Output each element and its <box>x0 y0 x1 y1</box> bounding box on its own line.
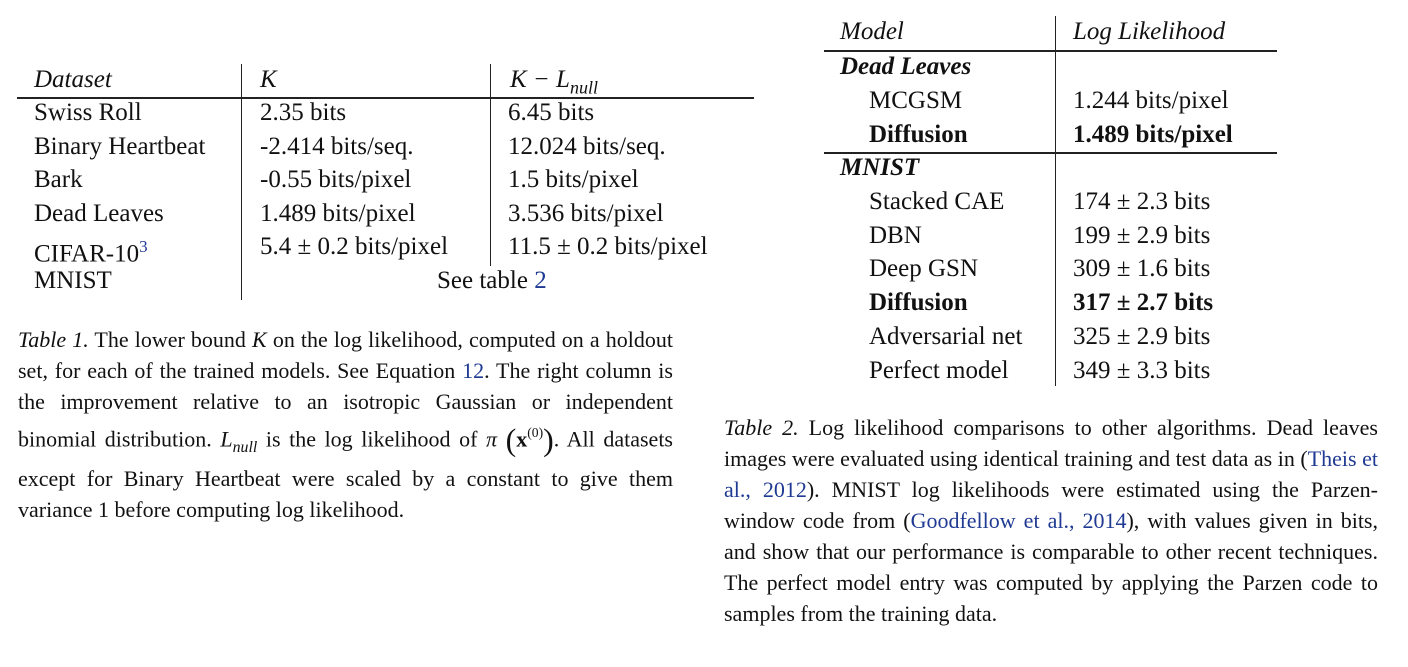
table2-cell-model: Stacked CAE <box>869 188 1005 215</box>
caption-text: Log likelihood comparisons to other algorithms. Dead leaves images were evaluated using identical training and test data as in ( <box>724 415 1378 471</box>
table1-cell-k-minus-lnull: 6.45 bits <box>508 99 595 126</box>
table1-header-dataset: Dataset <box>34 66 112 93</box>
table1-header-k-minus-lnull <box>510 66 598 101</box>
table2-caption-label: Table 2. <box>724 415 799 440</box>
table2-cell-log-likelihood: 349 ± 3.3 bits <box>1073 357 1211 384</box>
caption-text: ). MNIST log likelihoods were estimated using the Parzen-window code from ( <box>724 477 1379 533</box>
table1-cell-dataset-mnist: MNIST <box>34 267 112 294</box>
table2-cell-log-likelihood: 317 ± 2.7 bits <box>1073 289 1214 316</box>
table1-cell-k-minus-lnull: 1.5 bits/pixel <box>508 166 639 193</box>
table2-cell-model: DBN <box>869 222 922 249</box>
table1-see-table-2 <box>437 267 547 295</box>
table1-cell-k-minus-lnull: 12.024 bits/seq. <box>508 133 666 160</box>
table2-cell-model: Diffusion <box>869 289 968 316</box>
caption-text: on the log likelihood, computed on a holdout set, for each of the trained models. See Equation <box>18 327 674 383</box>
table2-cell-log-likelihood: 174 ± 2.3 bits <box>1073 188 1211 215</box>
table2-caption <box>724 412 1378 629</box>
caption-text: is the log likelihood of <box>257 426 486 452</box>
left-paren: ( <box>505 422 517 458</box>
superscript-0: (0) <box>527 425 544 440</box>
k-minus-l: K − L <box>510 66 570 93</box>
table1-cell-k-minus-lnull: 11.5 ± 0.2 bits/pixel <box>508 233 708 260</box>
table1-cell-dataset: Bark <box>34 166 83 193</box>
table2-cell-model: Diffusion <box>869 121 968 148</box>
table1-cell-k: -2.414 bits/seq. <box>260 133 414 160</box>
table1-cell-k: -0.55 bits/pixel <box>260 166 412 193</box>
table2-section-dead-leaves: Dead Leaves <box>840 53 972 80</box>
null-subscript: null <box>232 439 258 457</box>
table2-cell-log-likelihood: 325 ± 2.9 bits <box>1073 323 1211 350</box>
table1-col-divider-1 <box>241 64 242 300</box>
table2-cell-model: Perfect model <box>869 357 1009 384</box>
math-l: L <box>220 426 233 452</box>
table2-col-divider <box>1055 16 1056 386</box>
citation-theis-link[interactable]: Theis et al., 2012 <box>724 446 1378 502</box>
table2-cell-log-likelihood: 1.244 bits/pixel <box>1073 87 1229 114</box>
caption-text: ), with values given in bits, and show that our performance is comparable to other recent techniques. The perfect model entry was computed by applying the Parzen code to samples from the training data. <box>724 508 1378 626</box>
table1-caption-label: Table 1. <box>18 327 89 352</box>
equation-12-link[interactable]: 12 <box>462 358 485 383</box>
table2-header-rule <box>824 50 1277 52</box>
table1-header-k: K <box>260 66 277 93</box>
table2-cell-log-likelihood: 309 ± 1.6 bits <box>1073 255 1211 282</box>
math-x: x <box>516 426 528 452</box>
citation-goodfellow-link[interactable]: Goodfellow et al., 2014 <box>910 508 1127 533</box>
math-k: K <box>252 327 267 352</box>
table1-caption <box>18 324 673 525</box>
table2-header-model: Model <box>840 18 904 45</box>
table1-cell-dataset: CIFAR-$10^3$ <box>34 237 148 268</box>
table2-cell-log-likelihood: 199 ± 2.9 bits <box>1073 222 1211 249</box>
caption-text: The lower bound <box>88 327 253 352</box>
table2-cell-log-likelihood: 1.489 bits/pixel <box>1073 121 1233 148</box>
table1-cell-k: 2.35 bits <box>260 99 347 126</box>
table2-header-log-likelihood: Log Likelihood <box>1073 18 1226 45</box>
see-table-text: See table <box>437 267 535 294</box>
table1-cell-dataset: Swiss Roll <box>34 99 142 126</box>
caption-text: . All datasets except for Binary Heartbeat were scaled by a constant to give them variance 1 before computing log likelihood. <box>18 426 673 523</box>
caption-text: . The right column is the improvement relative to an isotropic Gaussian or independent binomial distribution. <box>18 358 673 452</box>
table1-col-divider-2 <box>490 64 491 266</box>
table2-cell-model: Deep GSN <box>869 255 979 282</box>
table1-cell-dataset: Dead Leaves <box>34 200 164 227</box>
table1-cell-k: 5.4 ± 0.2 bits/pixel <box>260 233 449 260</box>
table-2-link[interactable]: 2 <box>534 267 547 294</box>
table1-cell-k-minus-lnull: 3.536 bits/pixel <box>508 200 664 227</box>
table2-section-mnist: MNIST <box>840 154 920 181</box>
null-subscript: null <box>569 77 598 98</box>
table1-cell-dataset: Binary Heartbeat <box>34 133 206 160</box>
right-paren: ) <box>543 422 554 458</box>
table2-cell-model: MCGSM <box>869 87 963 114</box>
table2-cell-model: Adversarial net <box>869 323 1023 350</box>
footnote-3-link[interactable]: 3 <box>139 237 148 256</box>
math-pi: π <box>486 426 498 452</box>
table1-cell-k: 1.489 bits/pixel <box>260 200 416 227</box>
